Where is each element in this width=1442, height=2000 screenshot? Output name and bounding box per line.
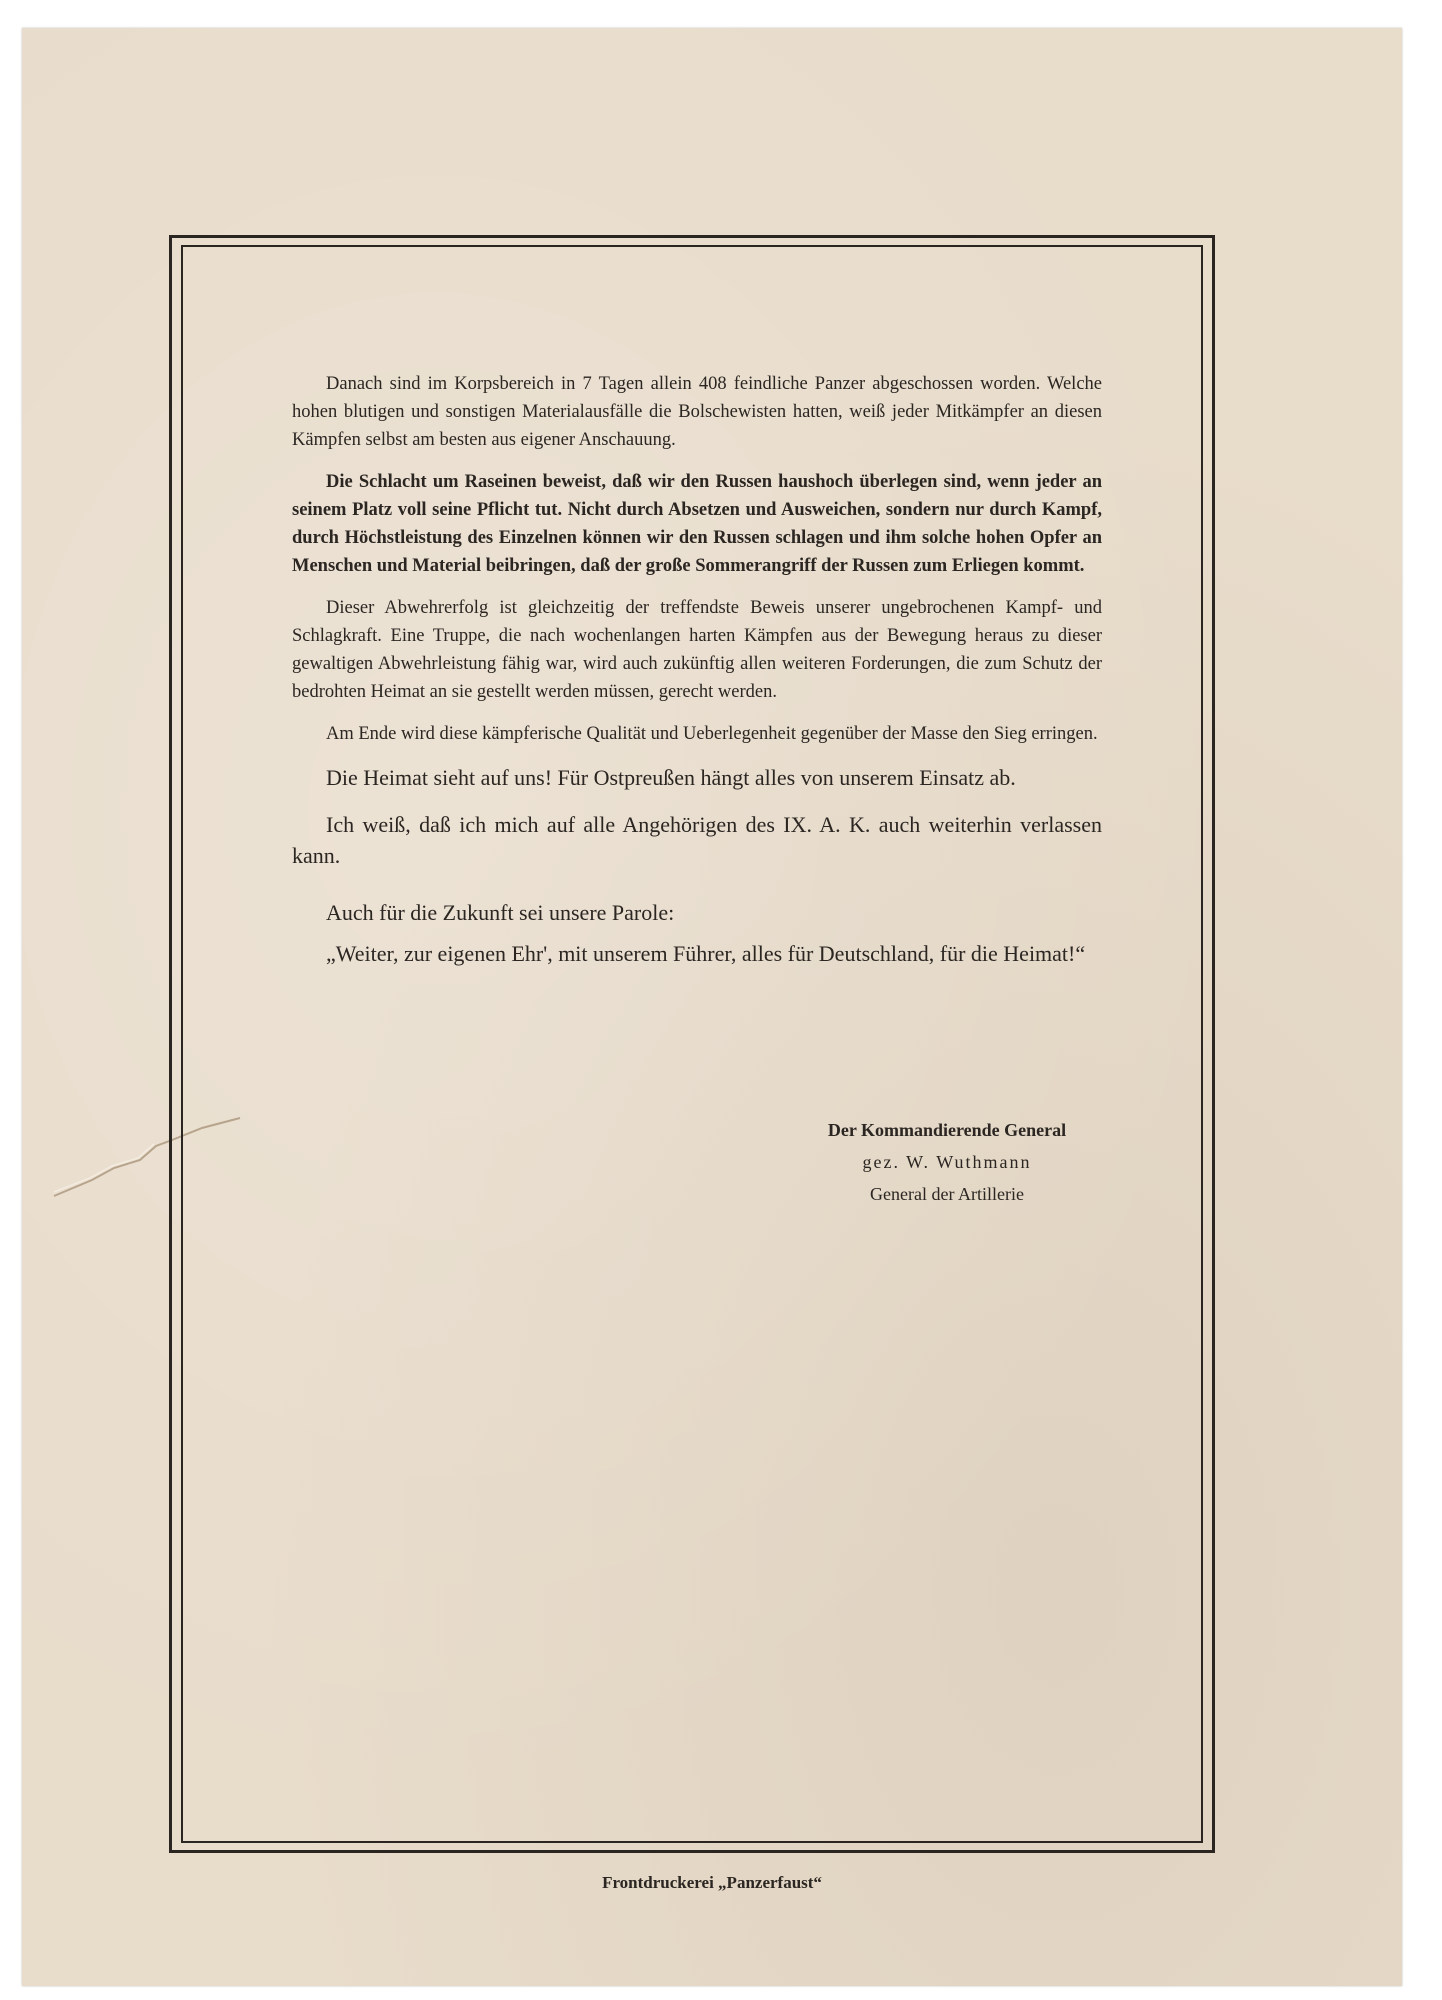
paragraph-defense-success: Dieser Abwehrerfolg ist gleichzeitig der treffendste Beweis unserer ungebrochenen Kampf- und Schlagkraft. Eine Truppe, die nach wochenlangen harten Kämpfen aus der Bewegung heraus zu dieser gewaltigen Abwehrleistung fähig war, wird auch zukünftig allen weiteren Forderungen, die zum Schutz der bedrohten Heimat an sie gestellt werden müssen, gerecht werden. xyxy=(292,598,1102,702)
signature-block xyxy=(782,1114,1112,1210)
parole-intro: Auch für die Zukunft sei unsere Parole: xyxy=(326,900,675,925)
paper-sheet xyxy=(22,28,1402,1986)
parole-quote: „Weiter, zur eigenen Ehr', mit unserem Führer, alles für Deutschland, für die Heimat!“ xyxy=(326,941,1086,966)
signature-title: Der Kommandierende General xyxy=(827,1120,1067,1140)
paragraph-homeland: Die Heimat sieht auf uns! Für Ostpreußen hängt alles von unserem Einsatz ab. xyxy=(326,765,1016,790)
signature-name: gez. W. Wuthmann xyxy=(862,1152,1032,1172)
paragraph-battle-raseinen: Die Schlacht um Raseinen beweist, daß wir den Russen haushoch überlegen sind, wenn jeder an seinem Platz voll seine Pflicht tut. Nicht durch Absetzen und Ausweichen, sondern nur durch Kampf, durch Höchstleistung des Einzelnen können wir den Russen schlagen und ihm solche hohen Opfer an Menschen und Material beibringen, daß der große Sommerangriff der Russen zum Erliegen kommt. xyxy=(292,472,1102,576)
signature-rank: General der Artillerie xyxy=(870,1184,1024,1204)
paragraph-victory: Am Ende wird diese kämpferische Qualität und Ueberlegenheit gegenüber der Masse den Sieg erringen. xyxy=(326,724,1098,744)
paragraph-tank-losses: Danach sind im Korpsbereich in 7 Tagen allein 408 feindliche Panzer abgeschossen worden. Welche hohen blutigen und sonstigen Materialausfälle die Bolschewisten hatten, weiß jeder Mitkämpfer an diesen Kämpfen selbst am besten aus eigener Anschauung. xyxy=(292,374,1102,450)
paragraph-trust: Ich weiß, daß ich mich auf alle Angehörigen des IX. A. K. auch weiterhin verlassen kann. xyxy=(292,812,1102,868)
printer-footer: Frontdruckerei „Panzerfaust“ xyxy=(602,1873,822,1892)
document-body xyxy=(292,370,1102,969)
